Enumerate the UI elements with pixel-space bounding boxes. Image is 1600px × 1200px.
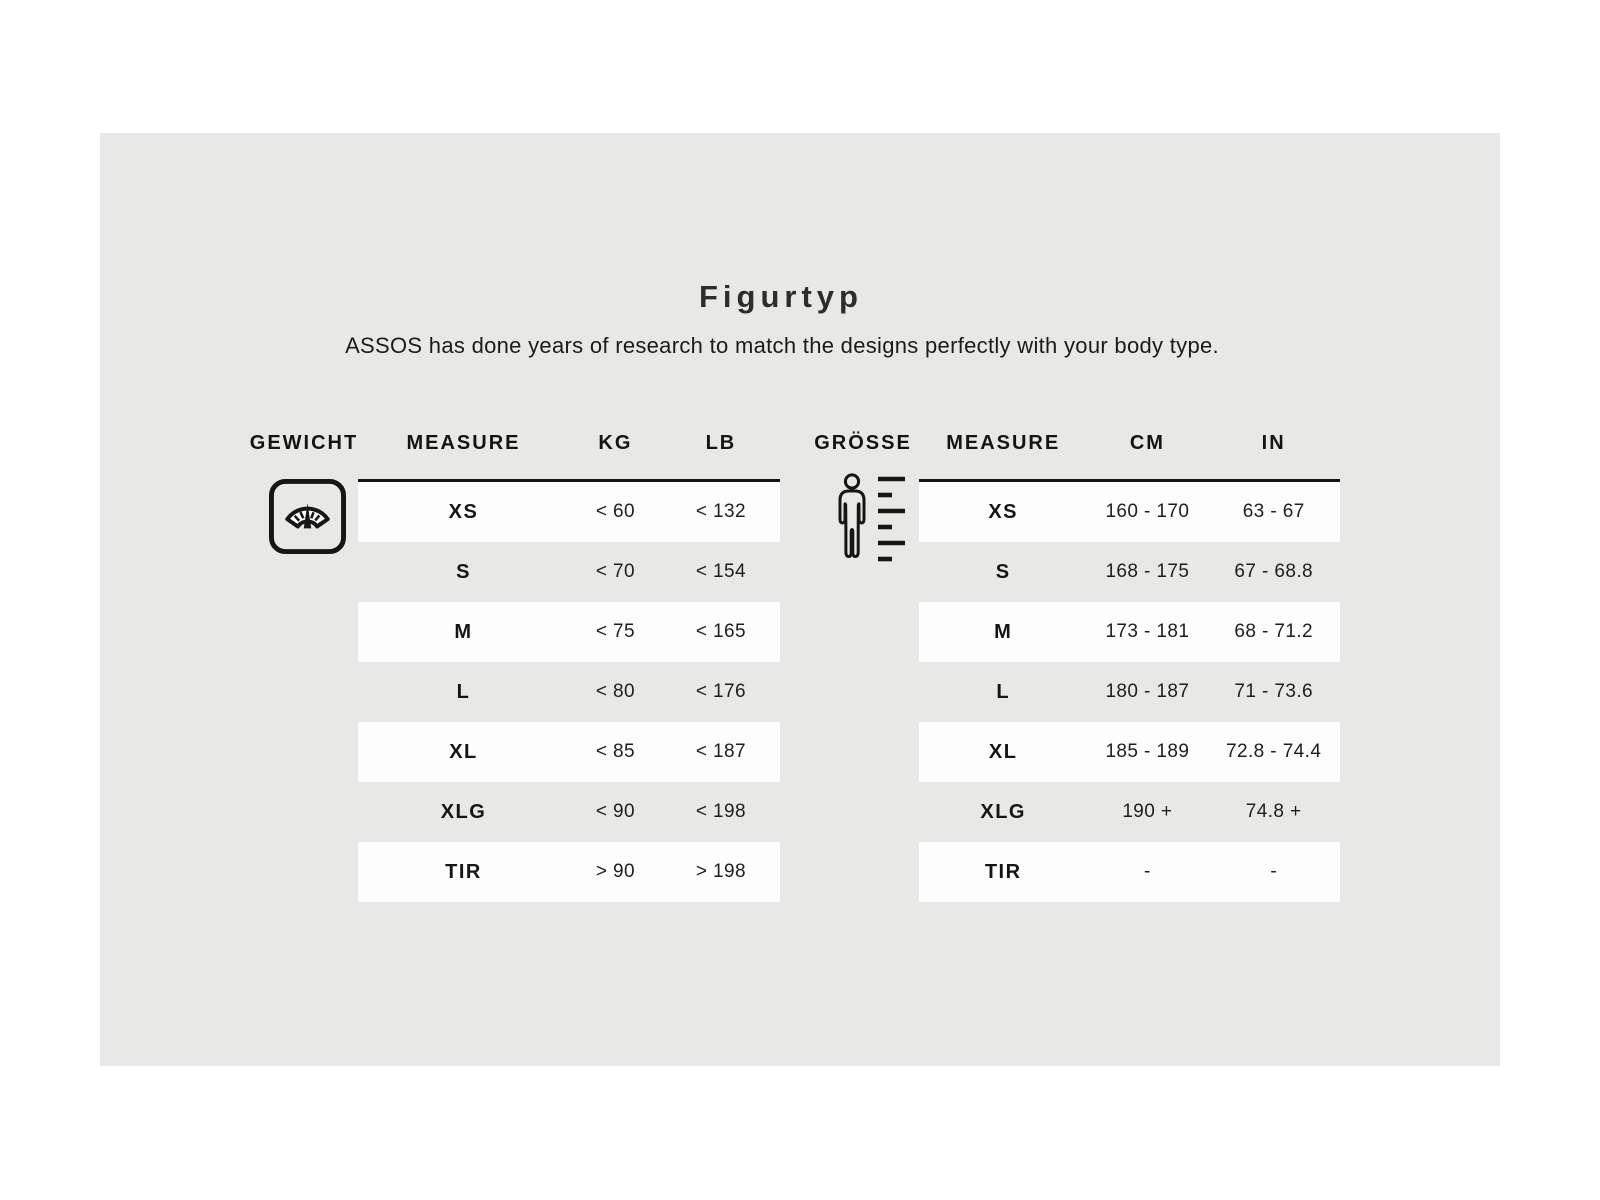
in-value: 74.8 + [1245, 801, 1302, 822]
height-col-in: IN [1261, 431, 1286, 454]
height-table-header [919, 429, 1340, 457]
cm-value: 173 - 181 [1105, 621, 1190, 642]
size-label: S [456, 560, 471, 583]
kg-value: > 90 [595, 861, 635, 882]
in-value: 67 - 68.8 [1234, 561, 1313, 582]
kg-value: < 75 [595, 621, 635, 642]
cm-value: 180 - 187 [1105, 681, 1190, 702]
in-value: 63 - 67 [1242, 501, 1305, 522]
weight-col-kg: KG [598, 431, 633, 454]
lb-value: < 132 [695, 501, 746, 522]
size-label: XL [449, 740, 478, 763]
size-label: XLG [980, 800, 1026, 823]
table-row [919, 662, 1340, 722]
height-section-label: GRÖSSE [814, 432, 912, 454]
table-row [919, 602, 1340, 662]
size-label: L [456, 680, 471, 703]
in-value: 71 - 73.6 [1234, 681, 1313, 702]
table-row [358, 542, 780, 602]
in-value: - [1270, 861, 1278, 882]
size-chart-panel [100, 133, 1500, 1066]
page-subtitle: ASSOS has done years of research to match the designs perfectly with your body type. [345, 333, 1219, 358]
lb-value: < 176 [695, 681, 746, 702]
cm-value: 185 - 189 [1105, 741, 1190, 762]
weight-table [358, 479, 780, 902]
size-label: XL [988, 740, 1018, 763]
scale-icon [268, 478, 347, 555]
page-title: Figurtyp [699, 279, 863, 314]
kg-value: < 85 [595, 741, 635, 762]
kg-value: < 90 [595, 801, 635, 822]
table-row [919, 542, 1340, 602]
height-col-measure: MEASURE [946, 431, 1061, 454]
in-value: 72.8 - 74.4 [1226, 741, 1322, 762]
table-row [919, 482, 1340, 542]
cm-value: 190 + [1122, 801, 1173, 822]
cm-value: 160 - 170 [1105, 501, 1190, 522]
lb-value: < 154 [695, 561, 746, 582]
weight-table-header [358, 429, 780, 457]
weight-col-measure: MEASURE [406, 431, 521, 454]
lb-value: < 165 [695, 621, 746, 642]
kg-value: < 80 [595, 681, 635, 702]
cm-value: - [1144, 861, 1151, 882]
table-row [919, 842, 1340, 902]
size-label: XS [448, 500, 479, 523]
size-label: S [995, 560, 1011, 583]
lb-value: > 198 [695, 861, 746, 882]
table-row [358, 662, 780, 722]
height-table [919, 479, 1340, 902]
person-height-icon [836, 472, 906, 566]
table-row [358, 602, 780, 662]
size-label: TIR [445, 860, 482, 883]
weight-col-lb: LB [705, 431, 737, 454]
kg-value: < 60 [595, 501, 635, 522]
table-row [358, 722, 780, 782]
table-row [358, 782, 780, 842]
size-label: L [996, 680, 1011, 703]
lb-value: < 187 [695, 741, 746, 762]
size-label: TIR [984, 860, 1022, 883]
size-label: M [454, 620, 473, 643]
in-value: 68 - 71.2 [1234, 621, 1313, 642]
lb-value: < 198 [695, 801, 746, 822]
weight-section-label: GEWICHT [249, 432, 359, 454]
table-row [919, 722, 1340, 782]
table-row [358, 842, 780, 902]
kg-value: < 70 [595, 561, 635, 582]
height-col-cm: CM [1129, 431, 1165, 454]
size-label: XLG [440, 800, 487, 823]
size-label: XS [988, 500, 1019, 523]
table-row [919, 782, 1340, 842]
table-row [358, 482, 780, 542]
size-label: M [994, 620, 1013, 643]
cm-value: 168 - 175 [1105, 561, 1190, 582]
